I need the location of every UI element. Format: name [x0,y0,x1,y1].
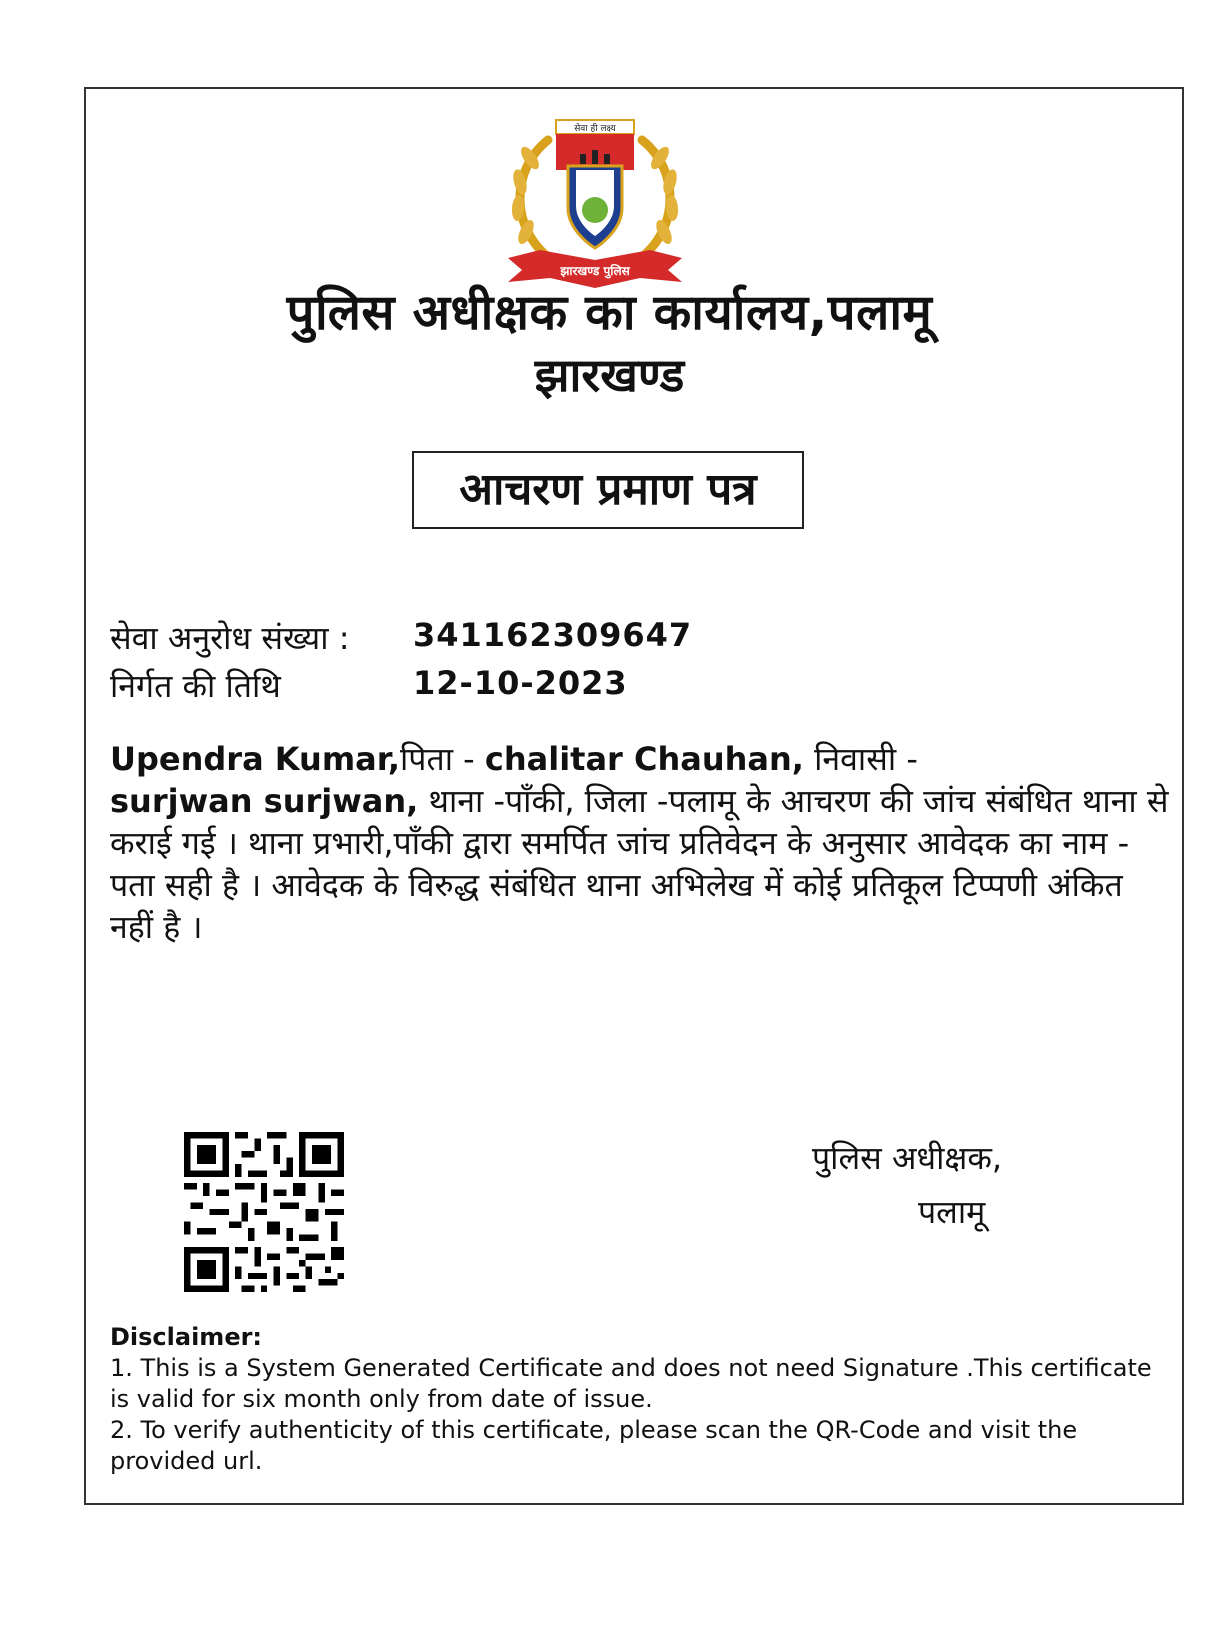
request-number-label: सेवा अनुरोध संख्या : [110,619,350,657]
emblem-ribbon-text: झारखण्ड पुलिस [560,264,630,278]
state-title: झारखण्ड [534,348,685,402]
issue-date-label: निर्गत की तिथि [110,667,281,705]
disclaimer-title: Disclaimer: [110,1323,263,1351]
emblem-motto: सेवा ही लक्ष्य [574,124,616,134]
disclaimer [110,1322,1160,1477]
certificate-body [110,738,1170,948]
resident-label: निवासी - [803,740,918,778]
father-label: पिता - [399,740,485,778]
father-name: chalitar Chauhan, [484,740,804,778]
issue-date-row [110,664,628,707]
jharkhand-police-emblem [490,110,700,300]
signatory-location: पलामू [918,1193,986,1231]
certificate-title: आचरण प्रमाण पत्र [412,451,804,529]
body-rest: थाना -पाँकी, जिला -पलामू के आचरण की जांच संबंधित थाना से कराई गई । थाना प्रभारी,पाँकी द्वारा समर्पित जांच प्रतिवेदन के अनुसार आवेदक का नाम - पता सही है । आवेदक के विरुद्ध संबंधित थाना अभिलेख में कोई प्रतिकूल टिप्पणी अंकित नहीं है । [110,782,1169,946]
request-number-row [110,616,693,659]
issue-date-value: 12-10-2023 [413,664,628,702]
applicant-name: Upendra Kumar, [110,740,400,778]
disclaimer-item-1: 1. This is a System Generated Certificate and does not need Signature .This certificate is valid for six month only from date of issue. [110,1354,1152,1413]
village-name: surjwan surjwan, [110,782,419,820]
signatory-title: पुलिस अधीक्षक, [812,1139,1003,1177]
disclaimer-item-2: 2. To verify authenticity of this certificate, please scan the QR-Code and visit the provided url. [110,1416,1078,1475]
office-title: पुलिस अधीक्षक का कार्यालय,पलामू [286,284,933,341]
qr-code-icon[interactable] [184,1132,344,1292]
request-number-value: 341162309647 [413,616,693,654]
